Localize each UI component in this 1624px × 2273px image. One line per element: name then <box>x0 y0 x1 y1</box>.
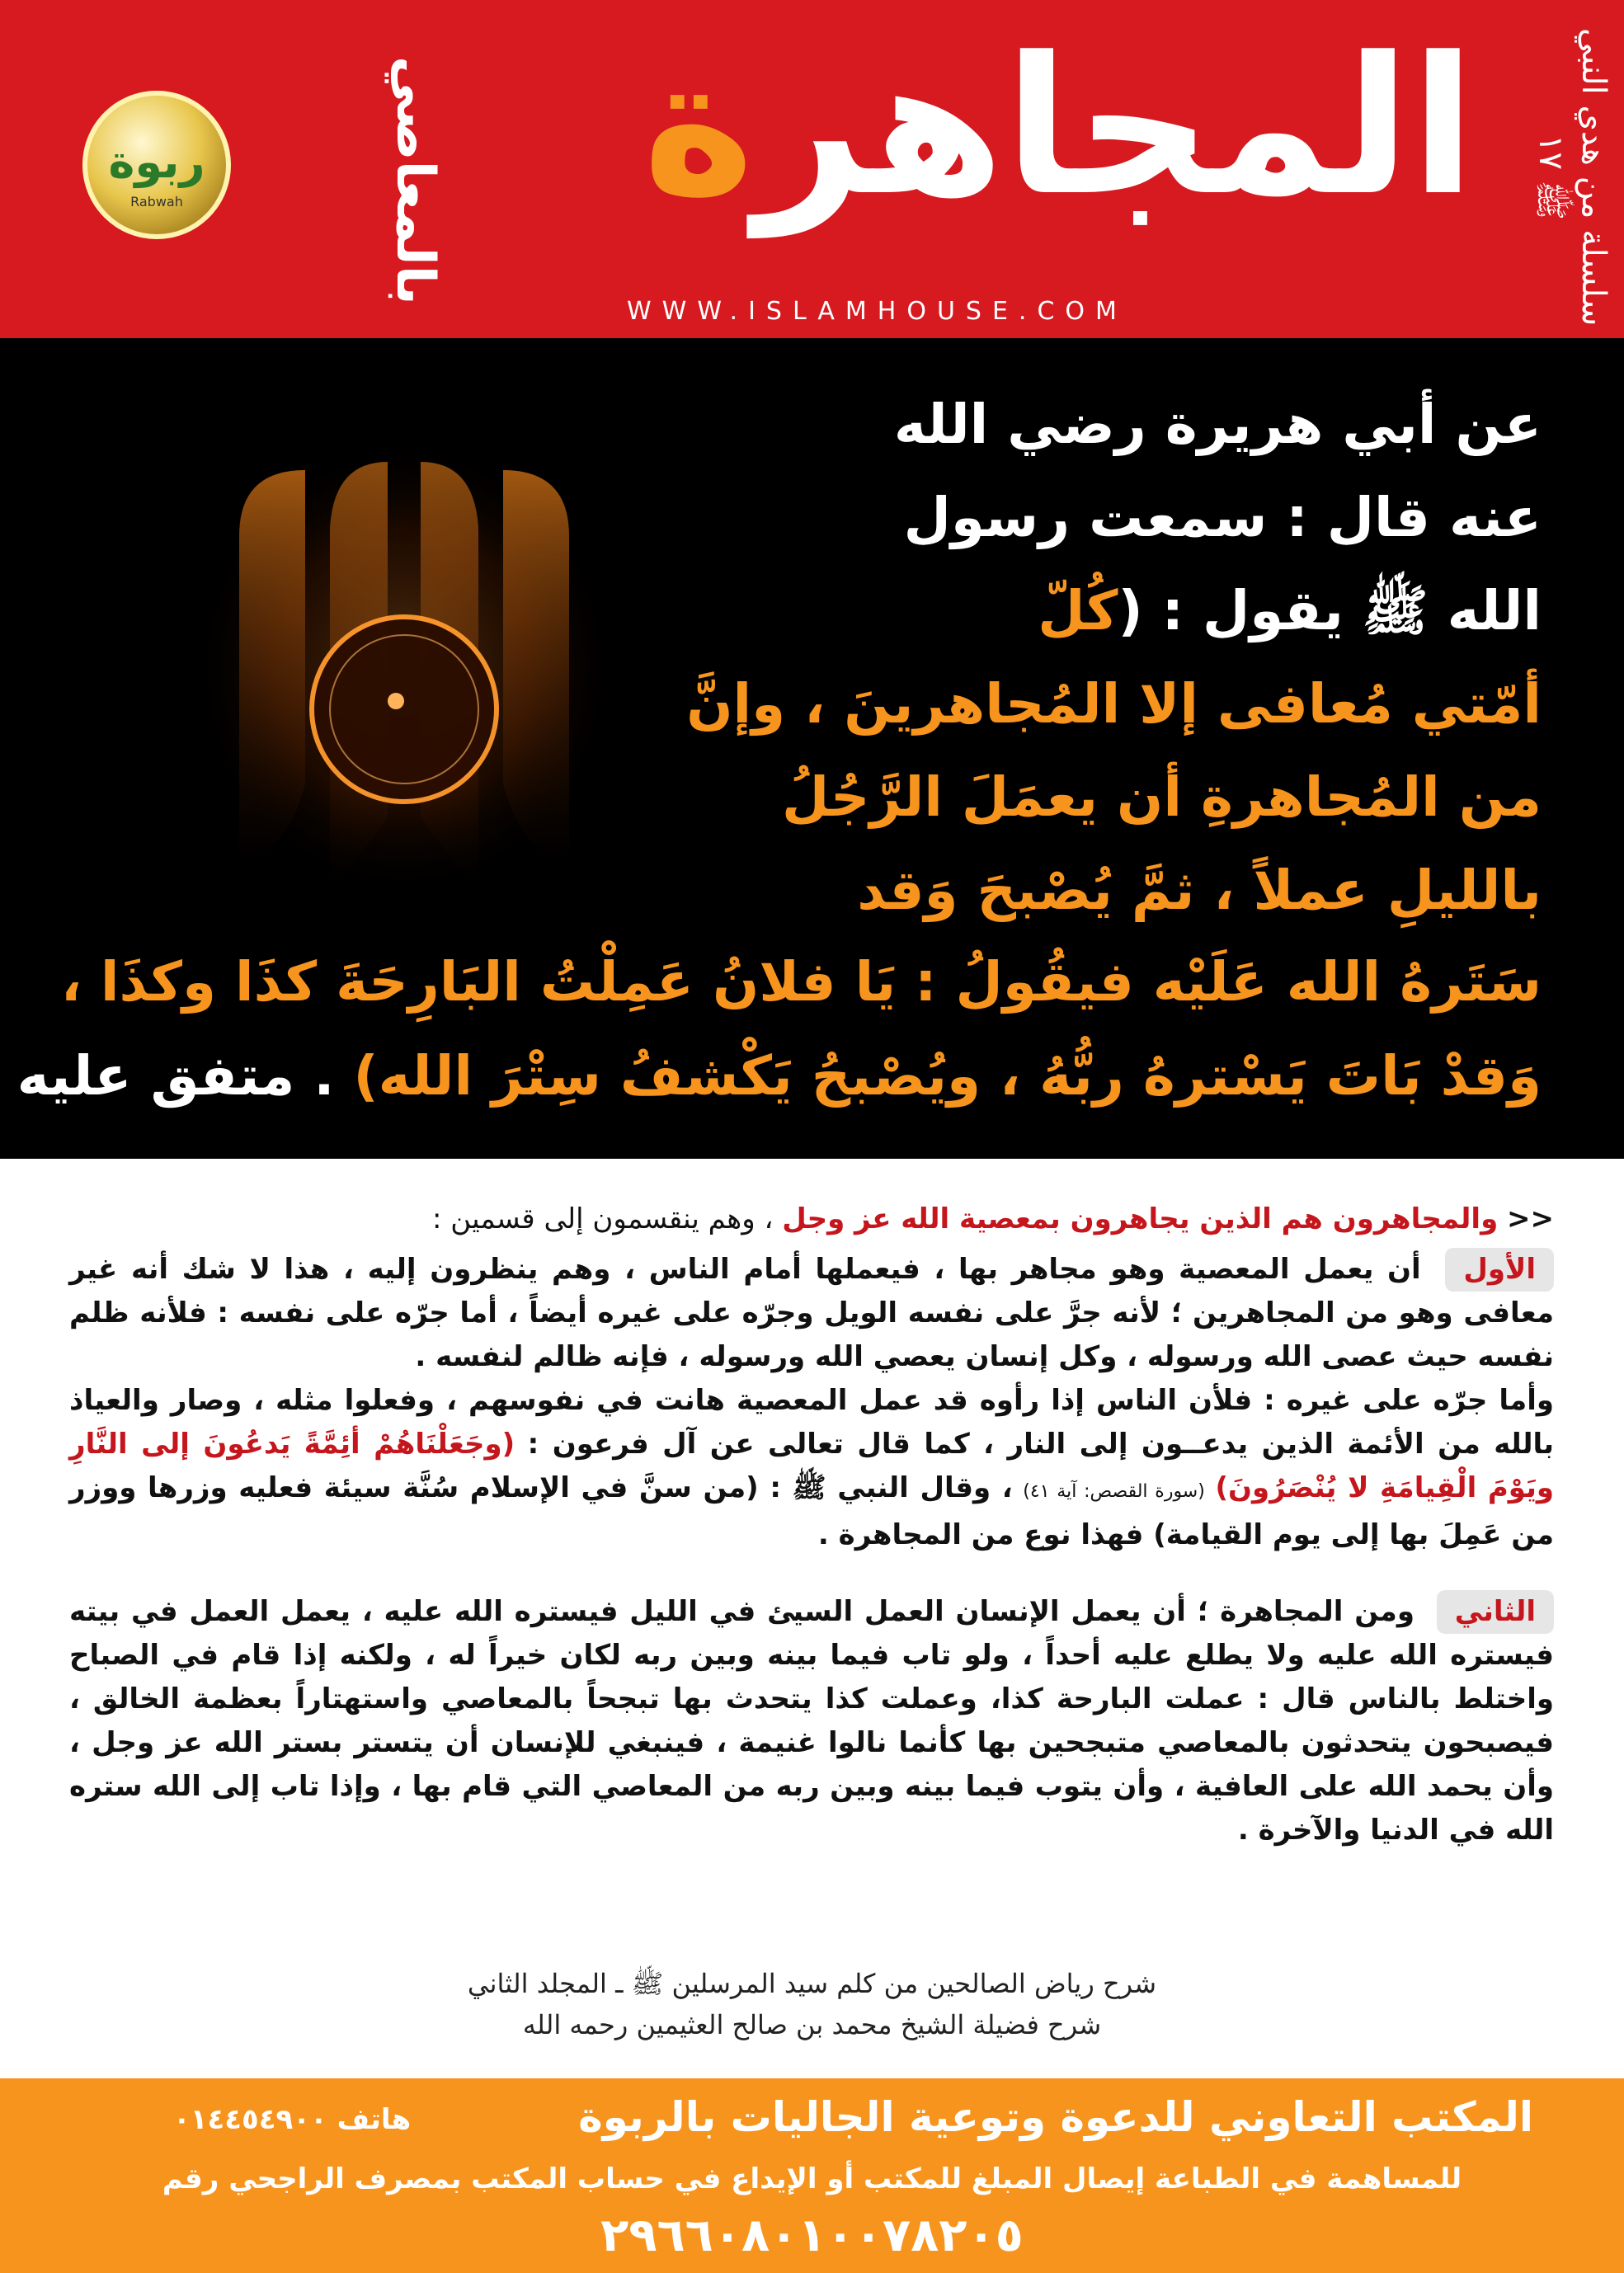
hadith-line-3-white: الله ﷺ يقول : ( <box>1118 579 1542 642</box>
footer-account-number: ٢٩٦٦٠٨٠١٠٠٧٨٢٠٥ <box>600 2209 1024 2262</box>
intro-marker: << <box>1507 1202 1554 1235</box>
intro-highlight: والمجاهرون هم الذين يجاهرون بمعصية الله عز وجل <box>782 1202 1499 1235</box>
hadith-line-3 <box>675 564 1542 657</box>
second-tag: الثاني <box>1437 1590 1554 1634</box>
website-link[interactable]: WWW.ISLAMHOUSE.COM <box>627 297 1127 326</box>
hadith-line-8 <box>16 1029 1542 1122</box>
hadith-panel <box>0 338 1624 1159</box>
logo-text: ربوة <box>108 136 205 188</box>
page-subtitle: بالمعاصي <box>384 56 445 305</box>
hadith-line-2: عنه قال : سمعت رسول <box>903 486 1542 549</box>
first-text: أن يعمل المعصية وهو مجاهر بها ، فيعملها أمام الناس ، وهم ينظرون إليه ، هذا لا شك أنه غير معافى وهو من المجاهرين ؛ لأنه جرَّ على نفسه الويل وجرّه على غيره أيضاً ، أما جرّه على نفسه : فلأنه ظلم نفسه حيث عصى الله ورسوله ، وكل إنسان يعصي الله ورسوله ، فإنه ظالم لنفسه . <box>69 1253 1554 1373</box>
header-banner <box>0 0 1624 338</box>
hadith-line-8-orange: وَقدْ بَاتَ يَسْترهُ ربُّهُ ، ويُصْبحُ يَكْشفُ سِتْرَ الله) <box>353 1044 1542 1108</box>
glowing-orb-illustration <box>190 437 619 899</box>
explanation-body <box>69 1198 1554 1852</box>
second-text: ومن المجاهرة ؛ أن يعمل الإنسان العمل السيئ في الليل فيستره الله عليه ، يعمل العمل في بيته فيستره الله عليه ولا يطلع عليه أحداً ، ولو تاب فيما بينه وبين ربه لكان خيراً له ، ولكنه إذا قام في الصباح واختلط بالناس قال : عملت البارحة كذا، وعملت كذا يتحدث بها تبجحاً بالمعاصي واستهتاراً بعظمة الخالق ، فيصبحون يتحدثون بالمعاصي متبجحين بها كأنما نالوا غنيمة ، فينبغي للإنسان أن يتستر بستر الله عز وجل ، وأن يحمد الله على العافية ، وأن يتوب فيما بينه وبين ربه من المعاصي التي قام بها ، وإذا تاب إلى الله ستره الله في الدنيا والآخرة . <box>69 1595 1554 1847</box>
quran-verse: (وجَعَلْنَاهُمْ أئِمَّةً يَدعُونَ إلى النَّارِ ويَوْمَ الْقِيامَةِ لا يُنْصَرُونَ) <box>69 1428 1554 1504</box>
title-part2: ة <box>643 17 755 238</box>
hadith-line-3-orange: كُلّ <box>1038 579 1118 642</box>
series-label: سلسلة من هدي النبي ﷺ ١٧ <box>1532 28 1612 327</box>
hadith-line-8-white: . متفق عليه <box>16 1044 335 1108</box>
hadith-line-5: من المُجاهرةِ أن يعمَلَ الرَّجُلُ <box>781 765 1542 829</box>
intro-rest: ، وهم ينقسمون إلى قسمين : <box>432 1202 774 1235</box>
footer-donation-note: للمساهمة في الطباعة إيصال المبلغ للمكتب أو الإيداع في حساب المكتب بمصرف الراجحي رقم <box>162 2162 1462 2195</box>
intro-paragraph <box>69 1198 1554 1241</box>
hadith-text <box>675 378 1542 937</box>
surah-reference: (سورة القصص: آية ٤١) <box>1023 1481 1205 1502</box>
first-paragraph <box>69 1248 1554 1379</box>
second-para-b: ، وقال النبي ﷺ : (من سنَّ في الإسلام سُنَّة سيئة فعليه وزرها ووزر من عَمِلَ بها إلى يوم القيامة) فهذا نوع من المجاهرة . <box>69 1471 1554 1551</box>
page-title <box>643 17 1476 238</box>
hadith-line-7: سَتَرهُ الله عَلَيْه فيقُولُ : يَا فلانُ عَمِلْتُ البَارِحَةَ كذَا وكذَا ، <box>60 950 1542 1014</box>
hadith-line-4: أمّتي مُعافى إلا المُجاهرينَ ، وإنَّ <box>686 672 1542 736</box>
hadith-line-1: عن أبي هريرة رضي الله <box>893 393 1542 456</box>
hadith-line-6: بالليلِ عملاً ، ثمَّ يُصْبحَ وَقد <box>857 859 1542 922</box>
source-line-1: شرح رياض الصالحين من كلم سيد المرسلين ﷺ ـ المجلد الثاني <box>467 1968 1157 1999</box>
logo-sub: Rabwah <box>130 194 183 209</box>
second-para-a: وأما جرّه على غيره : فلأن الناس إذا رأوه قد عمل المعصية هانت في نفوسهم ، وفعلوا مثله ، وصار والعياذ بالله من الأئمة الذين يدعــون إلى النار ، كما قال تعالى عن آل فرعون : <box>69 1384 1554 1461</box>
source-line-2: شرح فضيلة الشيخ محمد بن صالح العثيمين رحمه الله <box>522 2009 1102 2040</box>
second-paragraph <box>69 1379 1554 1557</box>
footer-title: المكتب التعاوني للدعوة وتوعية الجاليات بالربوة <box>578 2093 1533 2141</box>
title-part1: المجاهر <box>754 17 1476 238</box>
rabwah-logo <box>82 91 231 239</box>
first-tag: الأول <box>1445 1248 1554 1292</box>
third-paragraph <box>69 1590 1554 1852</box>
sources <box>0 1963 1624 2045</box>
footer-banner <box>0 2078 1624 2273</box>
footer-phone: هاتف ٠١٤٤٥٤٩٠٠ <box>173 2103 412 2136</box>
